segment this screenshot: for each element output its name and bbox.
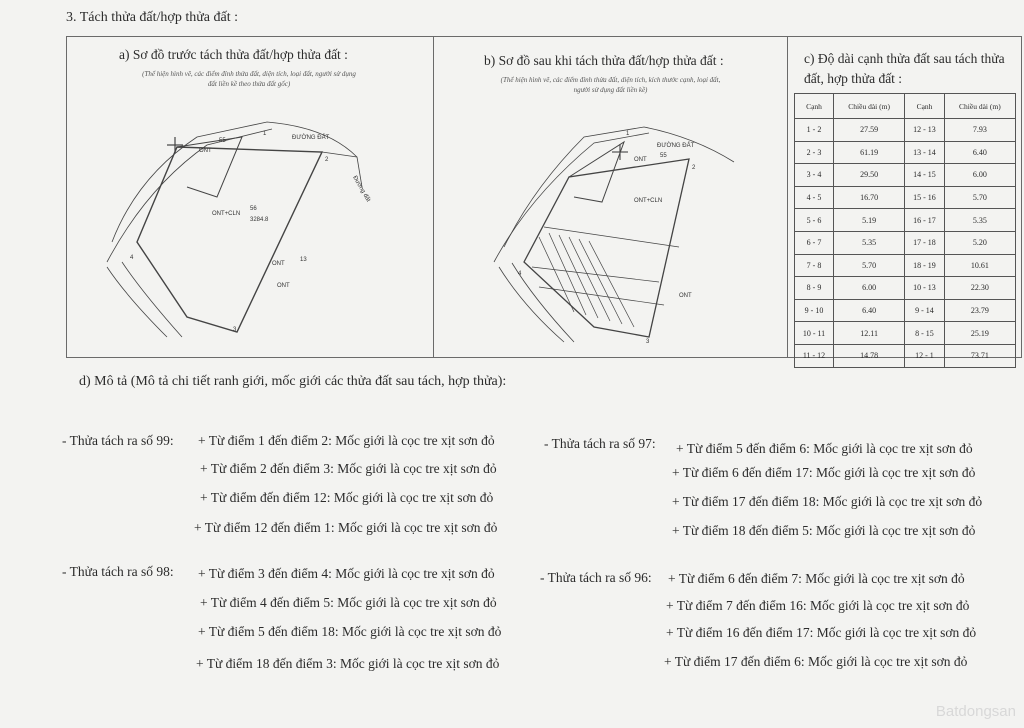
map-a-neighbor-top-number: 55	[219, 138, 226, 144]
map-a-neighbor-bottom: ONT	[277, 283, 290, 289]
edge-cell-edge: 11 - 12	[795, 344, 834, 367]
edge-cell-length: 61.19	[834, 141, 905, 164]
edge-cell-length: 5.70	[834, 254, 905, 277]
map-b-point-2: 2	[692, 165, 696, 171]
edge-cell-edge: 4 - 5	[795, 186, 834, 209]
edge-cell-length: 73.71	[944, 344, 1015, 367]
edge-cell-length: 5.20	[944, 231, 1015, 254]
edge-cell-length: 5.35	[944, 209, 1015, 232]
plot-96-row: + Từ điểm 7 đến điểm 16: Mốc giới là cọc tre xịt sơn đỏ	[666, 598, 970, 613]
edge-header-edge-2: Cạnh	[905, 94, 945, 119]
edge-cell-edge: 13 - 14	[905, 141, 945, 164]
map-a-neighbor-right-number: 13	[300, 257, 307, 263]
edge-cell-length: 27.59	[834, 119, 905, 142]
plot-97-label: - Thửa tách ra số 97:	[544, 436, 656, 451]
map-a-neighbor-right: ONT	[272, 261, 285, 267]
edge-table-row	[795, 186, 1016, 209]
edge-cell-length: 25.19	[944, 322, 1015, 345]
panel-a-note-line1: (Thể hiện hình vẽ, các điểm đỉnh thửa đất, diện tích, loại đất, người sử dụng	[142, 70, 356, 78]
edge-header-length-2: Chiều dài (m)	[944, 94, 1015, 119]
edge-cell-length: 12.11	[834, 322, 905, 345]
plot-99-row: + Từ điểm 2 đến điểm 3: Mốc giới là cọc tre xịt sơn đỏ	[200, 461, 497, 476]
edge-cell-edge: 1 - 2	[795, 119, 834, 142]
edge-cell-length: 14.78	[834, 344, 905, 367]
edge-cell-edge: 15 - 16	[905, 186, 945, 209]
edge-header-edge: Cạnh	[795, 94, 834, 119]
plot-99-row: + Từ điểm 12 đến điểm 1: Mốc giới là cọc tre xịt sơn đỏ	[194, 520, 498, 535]
edge-cell-edge: 16 - 17	[905, 209, 945, 232]
edge-cell-length: 22.30	[944, 277, 1015, 300]
edge-table-row	[795, 344, 1016, 367]
edge-cell-edge: 8 - 9	[795, 277, 834, 300]
map-b-neighbor-top: ONT	[634, 157, 647, 163]
map-b-point-3: 3	[646, 339, 650, 345]
edge-cell-length: 6.40	[834, 299, 905, 322]
plot-97-row: + Từ điểm 18 đến điểm 5: Mốc giới là cọc tre xịt sơn đỏ	[672, 523, 976, 538]
edge-table-row	[795, 322, 1016, 345]
panel-b-title: b) Sơ đồ sau khi tách thửa đất/hợp thửa đất :	[484, 53, 724, 68]
panel-a-note-line2: đất liền kề theo thửa đất gốc)	[207, 80, 291, 88]
edge-table-row	[795, 119, 1016, 142]
map-b-point-1: 1	[626, 131, 630, 137]
plot-98-label: - Thửa tách ra số 98:	[62, 564, 174, 579]
map-b-neighbor-top-number: 55	[660, 153, 667, 159]
edge-cell-edge: 9 - 14	[905, 299, 945, 322]
edge-cell-edge: 9 - 10	[795, 299, 834, 322]
plot-97-row: + Từ điểm 6 đến điểm 17: Mốc giới là cọc tre xịt sơn đỏ	[672, 465, 976, 480]
plot-98-row: + Từ điểm 3 đến điểm 4: Mốc giới là cọc tre xịt sơn đỏ	[198, 566, 495, 581]
map-a-point-2: 2	[325, 157, 329, 163]
plot-99-label: - Thửa tách ra số 99:	[62, 433, 174, 448]
plot-96-row: + Từ điểm 6 đến điểm 7: Mốc giới là cọc tre xịt sơn đỏ	[668, 571, 965, 586]
plot-98-row: + Từ điểm 18 đến điểm 3: Mốc giới là cọc tre xịt sơn đỏ	[196, 656, 500, 671]
diagram-frame	[66, 36, 1022, 361]
edge-cell-edge: 2 - 3	[795, 141, 834, 164]
edge-cell-length: 6.00	[944, 164, 1015, 187]
edge-cell-edge: 8 - 15	[905, 322, 945, 345]
plot-97-row: + Từ điểm 5 đến điểm 6: Mốc giới là cọc tre xịt sơn đỏ	[676, 441, 973, 456]
plot-96-label: - Thửa tách ra số 96:	[540, 570, 652, 585]
edge-table-row	[795, 277, 1016, 300]
edge-cell-length: 23.79	[944, 299, 1015, 322]
edge-cell-length: 6.00	[834, 277, 905, 300]
panel-before-split	[67, 37, 434, 357]
edge-table-header	[795, 94, 1016, 119]
map-a-neighbor-top: ONT	[199, 148, 212, 154]
map-a-parcel-number: 56	[250, 206, 257, 212]
plot-98-row: + Từ điểm 5 đến điểm 18: Mốc giới là cọc tre xịt sơn đỏ	[198, 624, 502, 639]
edge-table-row	[795, 299, 1016, 322]
map-a-point-1: 1	[263, 131, 267, 137]
edge-cell-length: 5.19	[834, 209, 905, 232]
description-title: d) Mô tả (Mô tả chi tiết ranh giới, mốc giới các thửa đất sau tách, hợp thửa):	[79, 374, 507, 389]
edge-cell-length: 16.70	[834, 186, 905, 209]
edge-cell-edge: 5 - 6	[795, 209, 834, 232]
map-a-parcel-area: 3284.8	[250, 217, 269, 223]
edge-cell-edge: 17 - 18	[905, 231, 945, 254]
edge-cell-edge: 18 - 19	[905, 254, 945, 277]
map-a-road-label: ĐƯỜNG ĐẤT	[292, 135, 330, 141]
edge-cell-length: 5.35	[834, 231, 905, 254]
plot-99-row: + Từ điểm đến điểm 12: Mốc giới là cọc tre xịt sơn đỏ	[200, 490, 494, 505]
edge-length-table	[794, 93, 1016, 368]
edge-cell-edge: 3 - 4	[795, 164, 834, 187]
panel-c-title: c) Độ dài cạnh thửa đất sau tách thửa đất, hợp thửa đất :	[804, 51, 1005, 86]
plot-96-row: + Từ điểm 16 đến điểm 17: Mốc giới là cọc tre xịt sơn đỏ	[666, 625, 977, 640]
map-after-split	[434, 37, 787, 357]
panel-b-note-line2: người sử dụng đất liền kề)	[573, 86, 648, 94]
panel-after-split	[434, 37, 788, 357]
edge-cell-edge: 10 - 11	[795, 322, 834, 345]
edge-cell-edge: 12 - 1	[905, 344, 945, 367]
watermark: Batdongsan	[935, 703, 1016, 720]
map-a-point-3: 3	[233, 327, 237, 333]
map-b-point-4: 4	[518, 271, 522, 277]
plot-97-row: + Từ điểm 17 đến điểm 18: Mốc giới là cọc tre xịt sơn đỏ	[672, 494, 983, 509]
plot-98-row: + Từ điểm 4 đến điểm 5: Mốc giới là cọc tre xịt sơn đỏ	[200, 595, 497, 610]
map-a-point-4: 4	[130, 255, 134, 261]
map-b-parcel-type: ONT+CLN	[634, 198, 663, 204]
map-a-parcel-type: ONT+CLN	[212, 211, 241, 217]
edge-cell-length: 7.93	[944, 119, 1015, 142]
panel-b-note-line1: (Thể hiện hình vẽ, các điểm đỉnh thửa đất, diện tích, kích thước cạnh, loại đất,	[500, 76, 721, 84]
edge-header-length: Chiều dài (m)	[834, 94, 905, 119]
edge-cell-length: 10.61	[944, 254, 1015, 277]
edge-cell-edge: 7 - 8	[795, 254, 834, 277]
edge-cell-edge: 14 - 15	[905, 164, 945, 187]
edge-cell-length: 6.40	[944, 141, 1015, 164]
edge-cell-edge: 10 - 13	[905, 277, 945, 300]
edge-table-row	[795, 254, 1016, 277]
map-b-neighbor-right: ONT	[679, 293, 692, 299]
map-b-road-label: ĐƯỜNG ĐẤT	[657, 143, 695, 149]
edge-table-row	[795, 231, 1016, 254]
edge-table-row	[795, 164, 1016, 187]
panel-edge-lengths	[788, 37, 1021, 361]
section-heading: 3. Tách thửa đất/hợp thửa đất :	[66, 10, 238, 25]
plot-96-row: + Từ điểm 17 đến điểm 6: Mốc giới là cọc tre xịt sơn đỏ	[664, 654, 968, 669]
edge-table-row	[795, 209, 1016, 232]
edge-cell-edge: 6 - 7	[795, 231, 834, 254]
plot-99-row: + Từ điểm 1 đến điểm 2: Mốc giới là cọc tre xịt sơn đỏ	[198, 433, 495, 448]
edge-cell-edge: 12 - 13	[905, 119, 945, 142]
edge-cell-length: 29.50	[834, 164, 905, 187]
map-a-road-side-label: Đường đất	[351, 175, 371, 204]
edge-table-row	[795, 141, 1016, 164]
edge-cell-length: 5.70	[944, 186, 1015, 209]
panel-a-title: a) Sơ đồ trước tách thửa đất/hợp thửa đất :	[119, 47, 348, 62]
map-before-split	[67, 37, 433, 357]
